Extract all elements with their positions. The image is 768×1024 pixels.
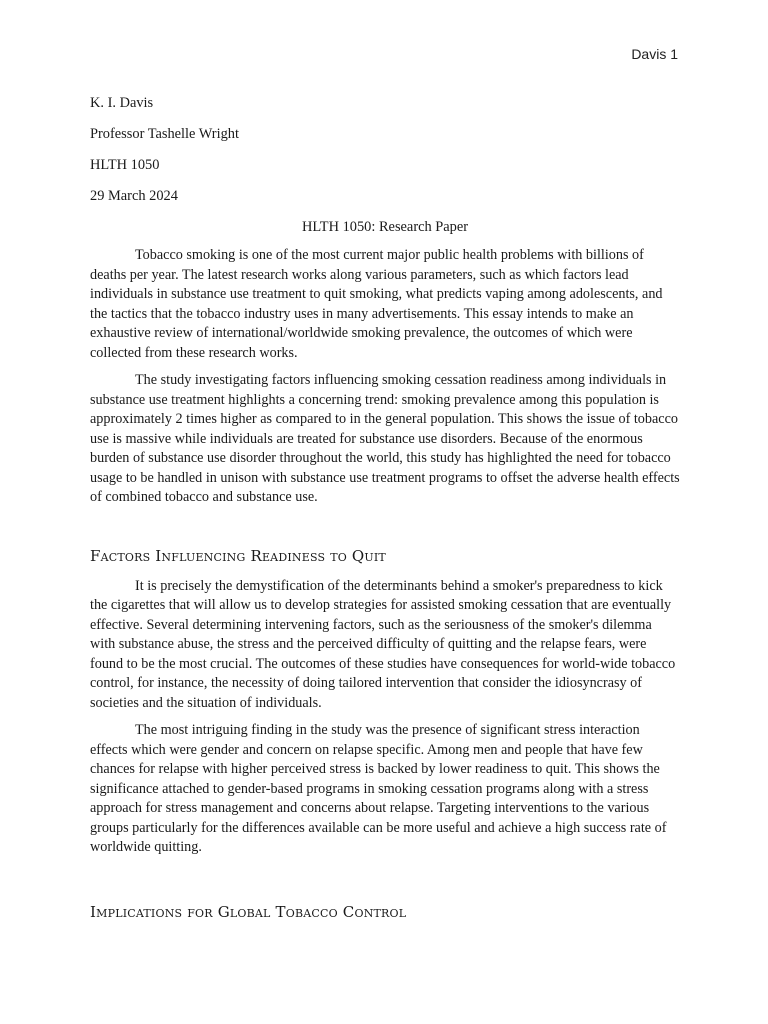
author-name: K. I. Davis — [90, 95, 154, 111]
intro-paragraph-1: Tobacco smoking is one of the most current major public health problems with billions of deaths per year. The latest research works along various parameters, such as which factors lead individuals in substance use treatment to quit smoking, what predicts vaping among adolescents, and the tactics that the tobacco industry uses in many advertisements. This essay intends to make an exhaustive review of international/worldwide smoking prevalence, the outcomes of which were collected from these research works. — [90, 247, 663, 361]
professor-name: Professor Tashelle Wright — [90, 126, 239, 142]
submission-date: 29 March 2024 — [90, 188, 178, 204]
section-heading-global-control: Implications for Global Tobacco Control — [90, 902, 407, 921]
readiness-paragraph-2: The most intriguing finding in the study was the presence of significant stress interaction effects which were gender and concern on relapse specific. Among men and people that have few chances for relapse with higher perceived stress is backed by lower readiness to quit. This shows the significance attached to gender-based programs in smoking cessation programs along with a stress approach for stress management and concerns about relapse. Targeting interventions to the various groups particularly for the differences available can be more useful and achieve a high success rate of worldwide quitting. — [90, 722, 667, 855]
readiness-paragraph-1: It is precisely the demystification of the determinants behind a smoker's preparedness to kick the cigarettes that will allow us to develop strategies for assisted smoking cessation that are eventually effective. Several determining intervening factors, such as the seriousness of the smoker's dilemma with substance abuse, the stress and the perceived difficulty of quitting and the relapse fears, were found to be the most crucial. The outcomes of these studies have consequences for world-wide tobacco control, for instance, the necessity of doing tailored intervention that consider the idiosyncrasy of societies and the situation of individuals. — [90, 577, 676, 711]
paper-title: HLTH 1050: Research Paper — [301, 219, 469, 235]
document-body — [90, 94, 680, 933]
intro-paragraph-2: The study investigating factors influencing smoking cessation readiness among individuals in substance use treatment highlights a concerning trend: smoking prevalence among this population is approximately 2 times higher as compared to in the general population. This shows the issue of tobacco use is massive while individuals are treated for substance use disorders. Because of the enormous burden of substance use disorder throughout the world, this study has highlighted the need for tobacco usage to be handled in unison with substance use treatment programs to offset the adverse health effects of combined tobacco and substance use. — [90, 372, 680, 505]
course-code: HLTH 1050 — [90, 157, 160, 173]
section-heading-readiness: Factors Influencing Readiness to Quit — [90, 546, 386, 565]
running-head: Davis 1 — [631, 46, 678, 62]
